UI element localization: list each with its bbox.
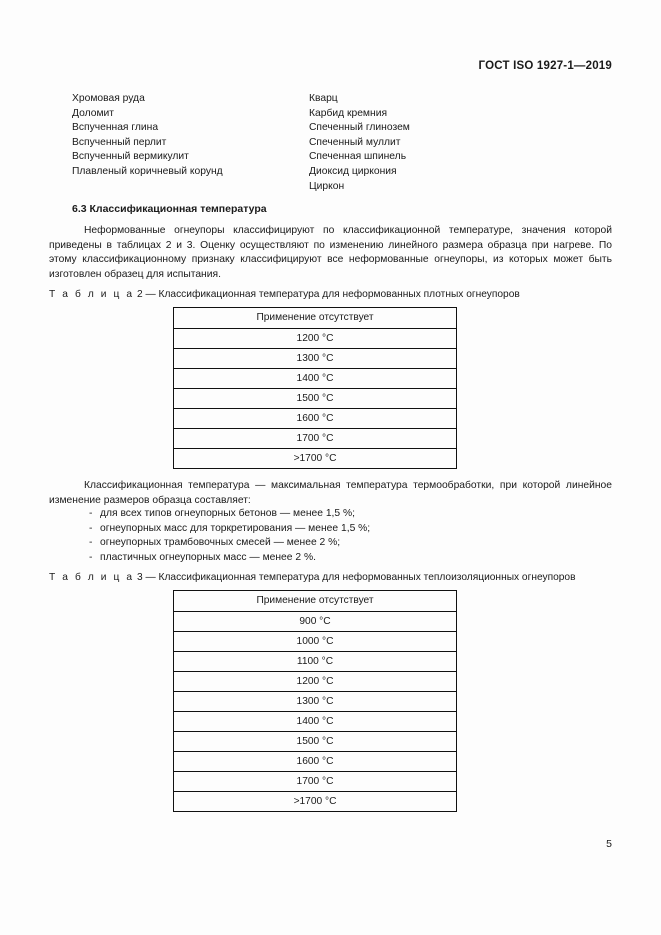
page-number: 5: [606, 838, 612, 850]
table-cell: 1600 °С: [174, 752, 457, 772]
table-cell: 1700 °С: [174, 429, 457, 449]
section-paragraph-1: Неформованные огнеупоры классифицируют по классификационной температуре, значения которой приведены в таблицах 2 и 3. Оценку осуществляют по изменению линейного размера образца при нагреве. По этому классификационному признаку классифицируют все неформованные огнеупоры, из которых может быть изготовлен образец для испытания.: [49, 225, 612, 281]
dash-marker-icon: -: [89, 537, 93, 549]
table-cell: 1300 °С: [174, 692, 457, 712]
table-caption-label: Т а б л и ц а: [49, 572, 135, 583]
dash-marker-icon: -: [89, 551, 93, 563]
table-cell: 1200 °С: [174, 329, 457, 349]
table-row: [174, 449, 457, 469]
table-row: [174, 712, 457, 732]
table-cell: 1000 °С: [174, 632, 457, 652]
dash-marker-icon: -: [89, 508, 93, 519]
table-row: [174, 429, 457, 449]
table-header-cell: Применение отсутствует: [174, 591, 457, 612]
table-caption-label: Т а б л и ц а: [49, 289, 135, 300]
list-item-label: огнеупорных масс для торкретирования — менее 1,5 %;: [100, 522, 371, 534]
list-item: Хромовая руда: [72, 93, 145, 104]
list-item-label: пластичных огнеупорных масс — менее 2 %.: [100, 551, 316, 563]
list-item: Спеченный муллит: [309, 136, 401, 148]
table-2-classification-temperature: [173, 307, 457, 469]
list-item: Вспученный вермикулит: [72, 151, 189, 163]
list-item-label: огнеупорных трамбовочных смесей — менее 2 %;: [100, 537, 341, 549]
section-paragraph-2: Классификационная температура — максимальная температура термообработки, при которой линейное изменение размеров образца составляет:: [49, 480, 612, 506]
list-item-label: для всех типов огнеупорных бетонов — менее 1,5 %;: [100, 508, 356, 519]
table-caption-number: 3: [137, 572, 143, 583]
table-row: [174, 591, 457, 612]
list-item: Циркон: [309, 180, 345, 192]
table-cell: 900 °С: [174, 612, 457, 632]
list-item: Доломит: [72, 107, 114, 119]
table-3-caption: [49, 572, 576, 583]
list-item: Диоксид циркония: [309, 165, 397, 177]
material-list-right-column: [309, 92, 410, 194]
table-row: [174, 672, 457, 692]
list-item: Кварц: [309, 93, 338, 104]
table-caption-number: 2: [137, 289, 143, 300]
table-row: [174, 652, 457, 672]
table-row: [174, 349, 457, 369]
table-row: [174, 409, 457, 429]
list-item: Вспученная глина: [72, 122, 159, 134]
table-caption-text: — Классификационная температура для неформованных плотных огнеупоров: [145, 289, 520, 300]
table-2-caption: [49, 289, 520, 300]
table-cell: 1700 °С: [174, 772, 457, 792]
table-caption-text: — Классификационная температура для неформованных теплоизоляционных огнеупоров: [145, 572, 576, 583]
table-header-cell: Применение отсутствует: [174, 308, 457, 329]
table-cell: 1300 °С: [174, 349, 457, 369]
running-header-standard-ref: ГОСТ ISO 1927-1—2019: [478, 60, 612, 72]
list-item: Спеченный глинозем: [309, 122, 410, 134]
dash-marker-icon: -: [89, 522, 93, 534]
table-row: [174, 732, 457, 752]
table-cell: 1400 °С: [174, 712, 457, 732]
table-row: [174, 752, 457, 772]
list-item: [89, 536, 589, 551]
material-list-left-column: [72, 92, 223, 180]
list-item: [89, 551, 589, 566]
section-heading-6-3: 6.3 Классификационная температура: [72, 203, 267, 215]
table-row: [174, 612, 457, 632]
list-item: [89, 522, 589, 537]
table-cell: >1700 °С: [174, 792, 457, 812]
list-item: [89, 507, 589, 522]
table-cell: >1700 °С: [174, 449, 457, 469]
table-row: [174, 692, 457, 712]
table-3-classification-temperature: [173, 590, 457, 812]
table-cell: 1400 °С: [174, 369, 457, 389]
table-cell: 1500 °С: [174, 389, 457, 409]
table-row: [174, 369, 457, 389]
table-row: [174, 308, 457, 329]
table-cell: 1100 °С: [174, 652, 457, 672]
classification-criteria-list: [89, 507, 589, 565]
list-item: Вспученный перлит: [72, 136, 167, 148]
table-row: [174, 632, 457, 652]
list-item: Спеченная шпинель: [309, 151, 407, 163]
table-row: [174, 389, 457, 409]
table-row: [174, 329, 457, 349]
table-cell: 1600 °С: [174, 409, 457, 429]
table-cell: 1200 °С: [174, 672, 457, 692]
table-cell: 1500 °С: [174, 732, 457, 752]
table-row: [174, 772, 457, 792]
table-row: [174, 792, 457, 812]
list-item: Плавленый коричневый корунд: [72, 165, 223, 177]
list-item: Карбид кремния: [309, 107, 388, 119]
